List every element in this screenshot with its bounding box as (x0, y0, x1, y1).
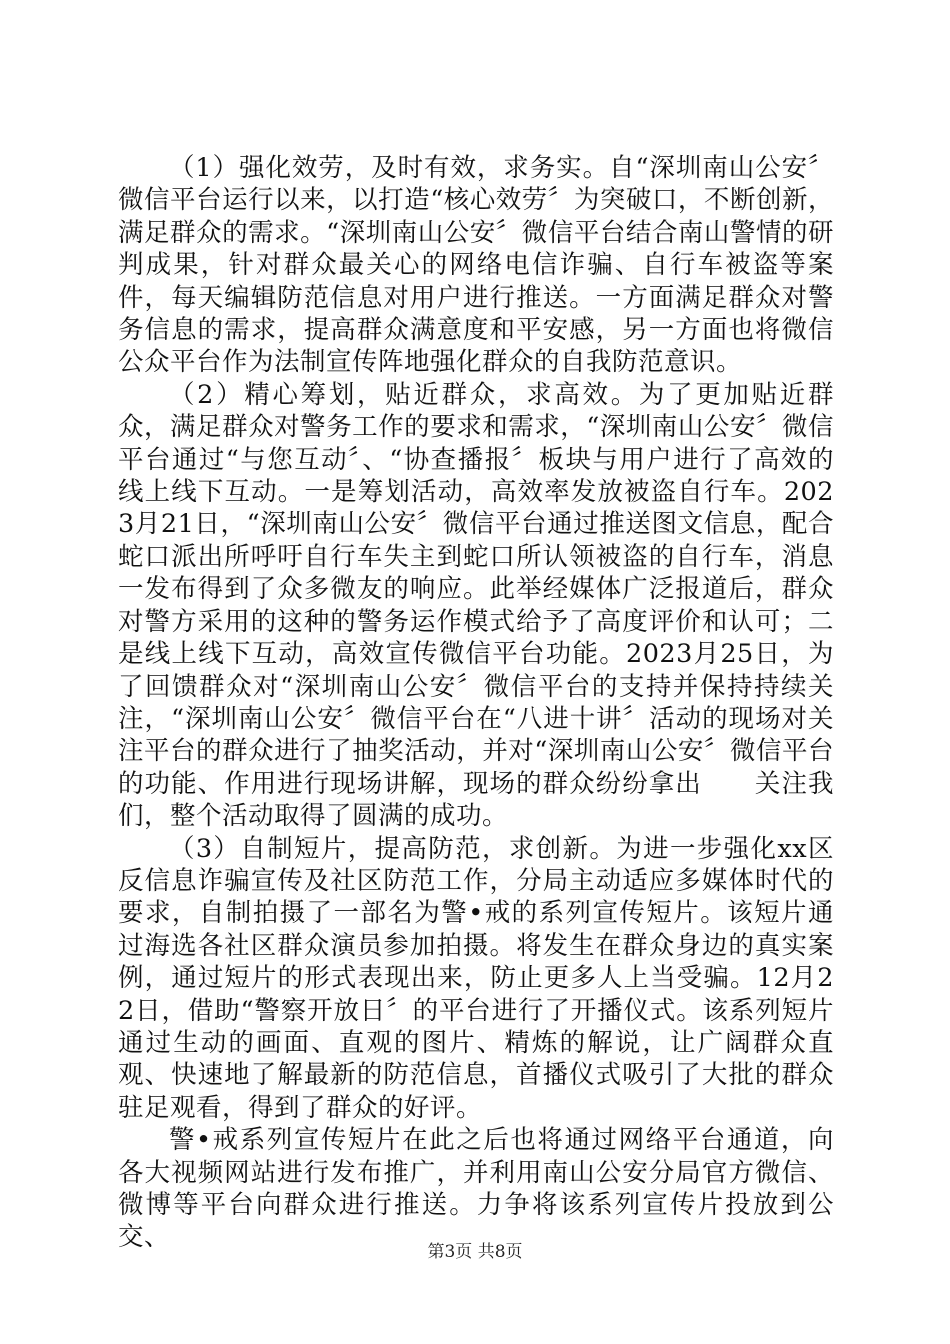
body-text (118, 152, 834, 1254)
paragraph-3: （3）自制短片，提高防范，求创新。为进一步强化xx区反信息诈骗宣传及社区防范工作，分局主动适应多媒体时代的要求，自制拍摄了一部名为警•戒的系列宣传短片。该短片通过海选各社区群众演员参加拍摄。将发生在群众身边的真实案例，通过短片的形式表现出来，防止更多人上当受骗。12月22日，借助“警察开放日〞的平台进行了开播仪式。该系列短片通过生动的画面、直观的图片、精炼的解说，让广阔群众直观、快速地了解最新的防范信息，首播仪式吸引了大批的群众驻足观看，得到了群众的好评。 (118, 833, 834, 1123)
paragraph-1: （1）强化效劳，及时有效，求务实。自“深圳南山公安〞微信平台运行以来，以打造“核心效劳〞为突破口，不断创新，满足群众的需求。“深圳南山公安〞微信平台结合南山警情的研判成果，针对群众最关心的网络电信诈骗、自行车被盗等案件，每天编辑防范信息对用户进行推送。一方面满足群众对警务信息的需求，提高群众满意度和平安感，另一方面也将微信公众平台作为法制宣传阵地强化群众的自我防范意识。 (118, 153, 834, 378)
paragraph-2: （2）精心筹划，贴近群众，求高效。为了更加贴近群众，满足群众对警务工作的要求和需求，“深圳南山公安〞微信平台通过“与您互动〞、“协查播报〞板块与用户进行了高效的线上线下互动。一是筹划活动，高效率发放被盗自行车。2023月21日，“深圳南山公安〞微信平台通过推送图文信息，配合蛇口派出所呼吁自行车失主到蛇口所认领被盗的自行车，消息一发布得到了众多微友的响应。此举经媒体广泛报道后，群众对警方采用的这种的警务运作模式给予了高度评价和认可；二是线上线下互动，高效宣传微信平台功能。2023月25日，为了回馈群众对“深圳南山公安〞微信平台的支持并保持持续关注，“深圳南山公安〞微信平台在“八进十讲〞活动的现场对关注平台的群众进行了抽奖活动，并对“深圳南山公安〞微信平台的功能、作用进行现场讲解，现场的群众纷纷拿出 关注我们，整个活动取得了圆满的成功。 (118, 379, 834, 832)
page-footer: 第3页 共8页 (427, 1242, 523, 1262)
paragraph-4: 警•戒系列宣传短片在此之后也将通过网络平台通道，向各大视频网站进行发布推广，并利用南山公安分局官方微信、微博等平台向群众进行推送。力争将该系列宣传片投放到公交、 (118, 1125, 834, 1253)
